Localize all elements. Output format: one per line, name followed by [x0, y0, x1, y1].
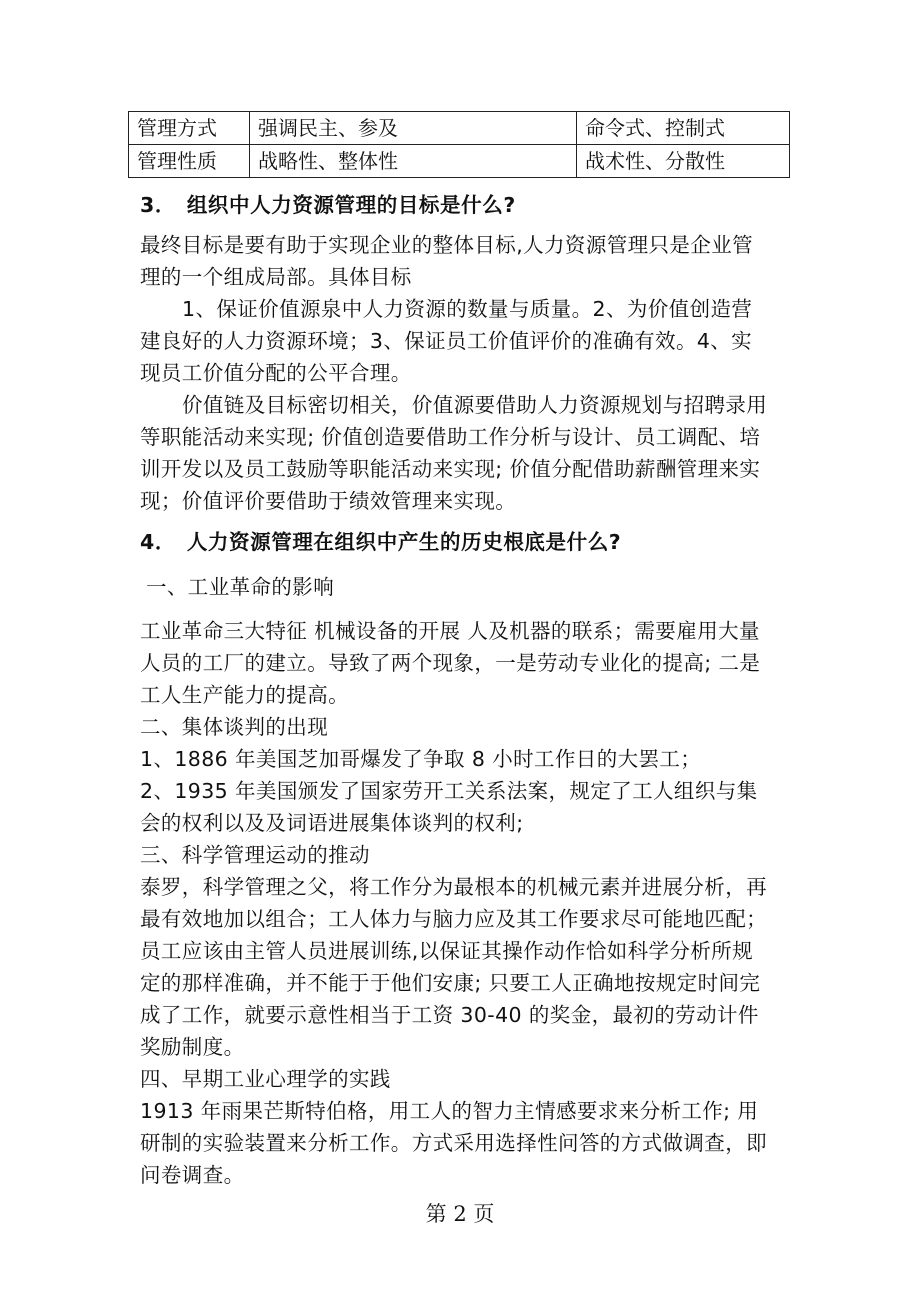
table-cell: 强调民主、参及	[250, 112, 577, 145]
paragraph-line: 员工应该由主管人员进展训练,以保证其操作动作恰如科学分析所规	[140, 939, 754, 963]
paragraph-line: 1、保证价值源泉中人力资源的数量与质量。2、为价值创造营	[182, 297, 753, 321]
paragraph-line: 最有效地加以组合；工人体力与脑力应及其工作要求尽可能地匹配；	[140, 907, 767, 931]
section-heading: 二、集体谈判的出现	[140, 715, 329, 739]
table-cell: 战略性、整体性	[250, 145, 577, 178]
question-3-title: 3． 组织中人力资源管理的目标是什么?	[140, 193, 516, 217]
section-heading: 四、早期工业心理学的实践	[140, 1067, 391, 1091]
comparison-table	[128, 111, 790, 178]
paragraph-line: 理的一个组成局部。具体目标	[140, 265, 412, 289]
table-row	[129, 112, 790, 145]
paragraph-line: 现员工价值分配的公平合理。	[140, 361, 412, 385]
table-cell: 战术性、分散性	[577, 145, 790, 178]
table-cell: 管理性质	[129, 145, 250, 178]
paragraph-line: 成了工作，就要示意性相当于工资 30-40 的奖金，最初的劳动计件	[140, 1003, 759, 1027]
section-heading: 三、科学管理运动的推动	[140, 843, 370, 867]
table-row	[129, 145, 790, 178]
paragraph-line: 最终目标是要有助于实现企业的整体目标,人力资源管理只是企业管	[140, 233, 754, 257]
paragraph-line: 人员的工厂的建立。导致了两个现象，一是劳动专业化的提高; 二是	[140, 651, 761, 675]
paragraph-line: 建良好的人力资源环境；3、保证员工价值评价的准确有效。4、实	[140, 329, 753, 353]
paragraph-line: 等职能活动来实现; 价值创造要借助工作分析与设计、员工调配、培	[140, 425, 761, 449]
paragraph-line: 训开发以及员工鼓励等职能活动来实现; 价值分配借助薪酬管理来实	[140, 457, 761, 481]
table-cell: 管理方式	[129, 112, 250, 145]
paragraph-line: 2、1935 年美国颁发了国家劳开工关系法案，规定了工人组织与集	[140, 779, 758, 803]
paragraph-line: 会的权利以及及词语进展集体谈判的权利;	[140, 811, 524, 835]
question-4-title: 4． 人力资源管理在组织中产生的历史根底是什么?	[140, 530, 622, 554]
paragraph-line: 1913 年雨果芒斯特伯格，用工人的智力主情感要求来分析工作; 用	[140, 1099, 759, 1123]
paragraph-line: 奖励制度。	[140, 1035, 245, 1059]
paragraph-line: 现；价值评价要借助于绩效管理来实现。	[140, 489, 517, 513]
paragraph-line: 问卷调查。	[140, 1163, 245, 1187]
paragraph-line: 工人生产能力的提高。	[140, 683, 349, 707]
paragraph-line: 定的那样准确，并不能于于他们安康; 只要工人正确地按规定时间完	[140, 971, 761, 995]
paragraph-line: 价值链及目标密切相关，价值源要借助人力资源规划与招聘录用	[182, 393, 768, 417]
section-heading: 一、工业革命的影响	[146, 575, 335, 599]
paragraph-line: 1、1886 年美国芝加哥爆发了争取 8 小时工作日的大罢工；	[140, 747, 702, 771]
paragraph-line: 研制的实验装置来分析工作。方式采用选择性问答的方式做调查，即	[140, 1131, 767, 1155]
paragraph-line: 泰罗，科学管理之父，将工作分为最根本的机械元素并进展分析，再	[140, 875, 767, 899]
page-number: 第 2 页	[425, 1202, 495, 1226]
paragraph-line: 工业革命三大特征 机械设备的开展 人及机器的联系；需要雇用大量	[140, 619, 760, 643]
table-cell: 命令式、控制式	[577, 112, 790, 145]
